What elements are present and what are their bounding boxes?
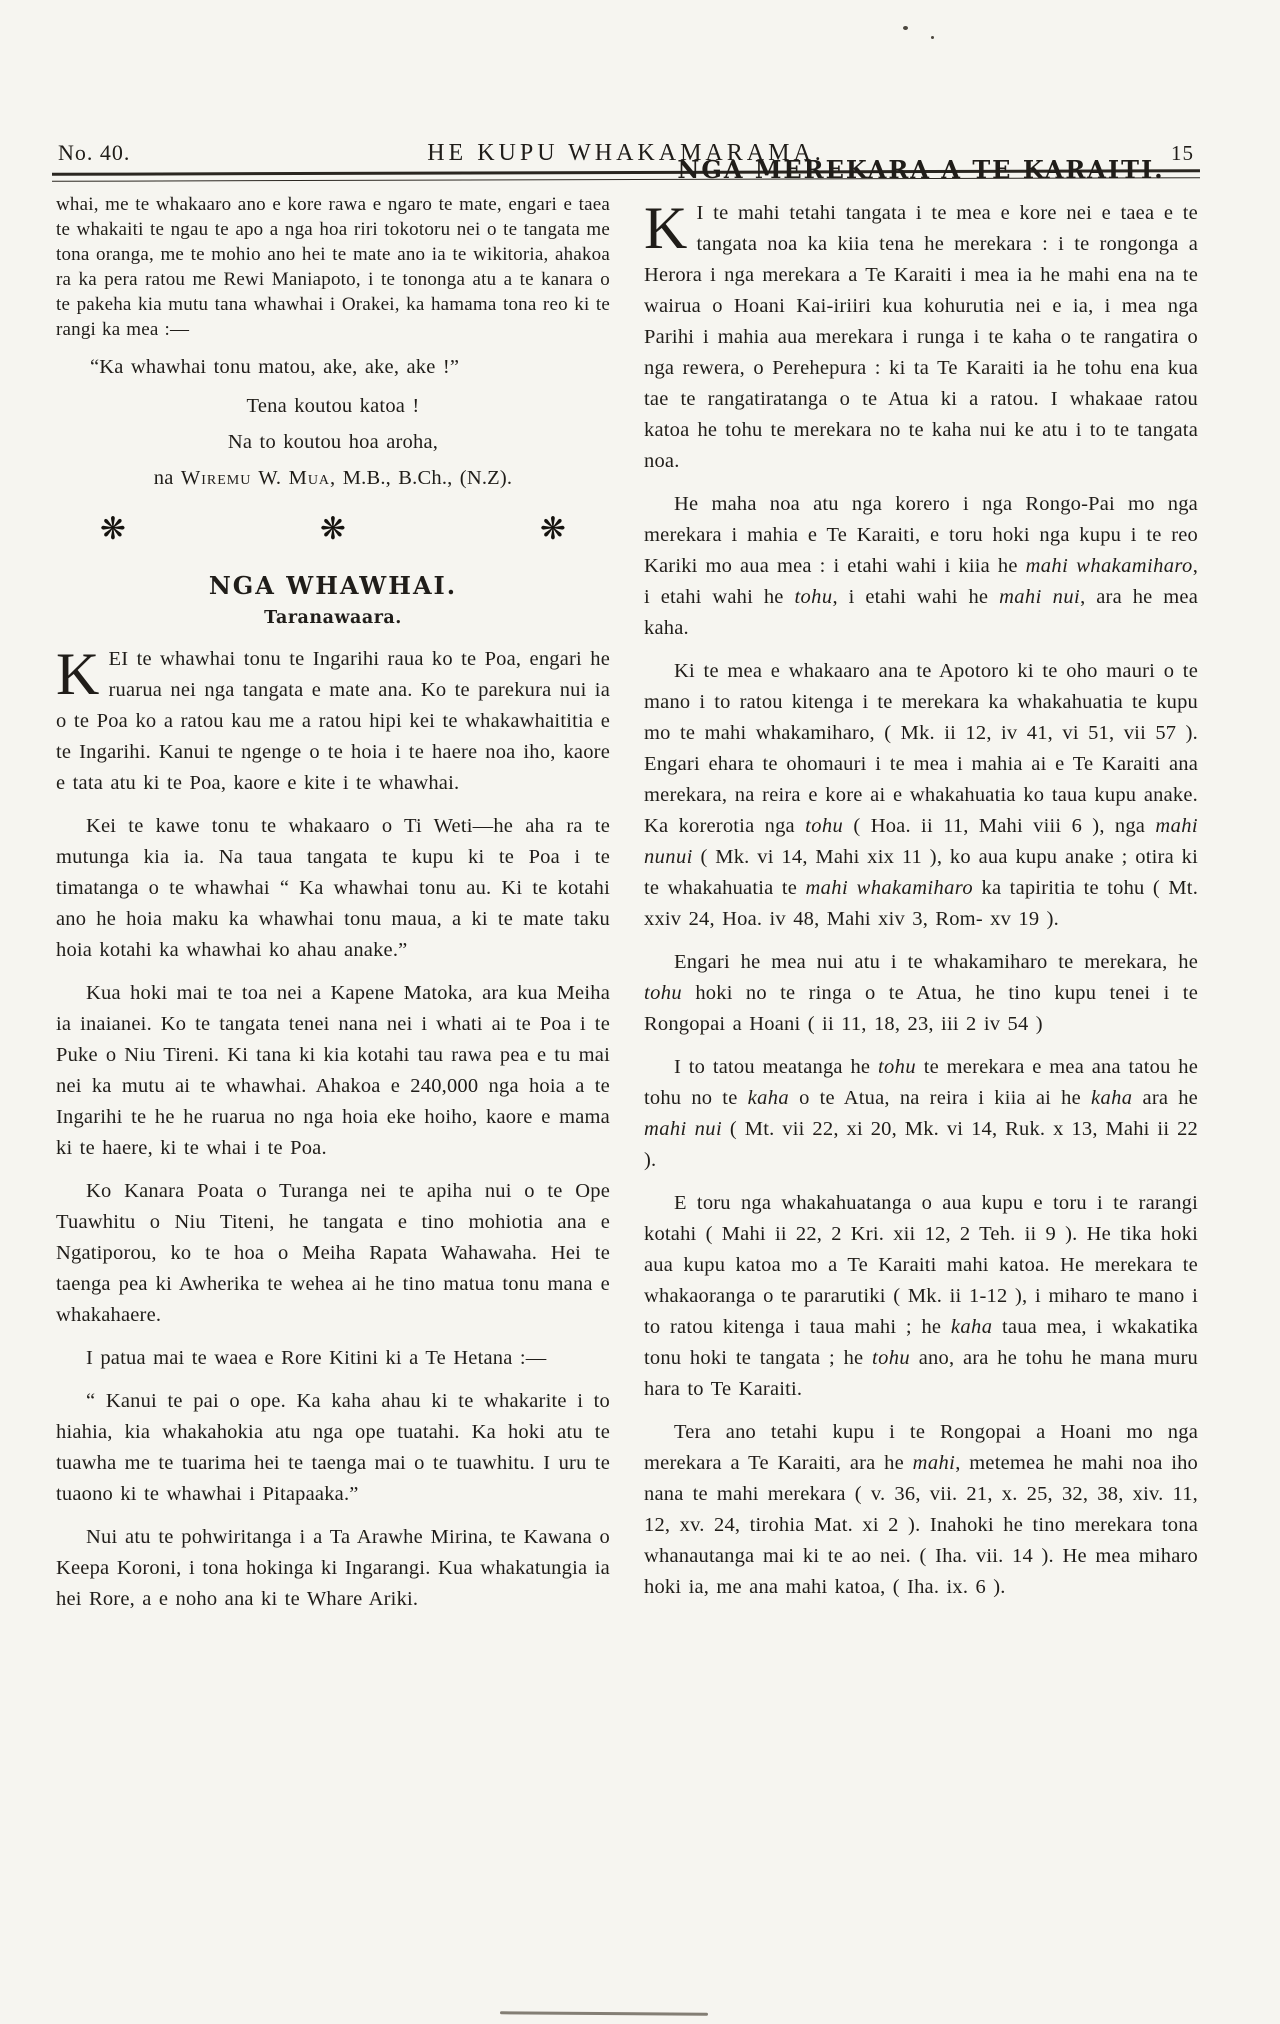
ornament-row [56,493,610,553]
paragraph: Kua hoki mai te toa nei a Kapene Matoka, ara kua Meiha ia inaianei. Ko te tangata tenei nana nei i whati ai te Poa i te Puke o Niu Tireni. Ki tana ki kia kotahi tau rawa pea e tu mai nei ka mutu ai te whawhai. Ahakoa e 240,000 nga hoia a te Ingarihi te he he ruarua no nga hoia eke hoiho, kaore e mama ki te haere, ki te whai i te Poa. [56,982,610,1159]
paragraph: I patua mai te waea e Rore Kitini ki a Te Hetana :— [86,1347,547,1369]
paragraph: I to tatou meatanga he tohu te merekara e mea ana tatou he tohu no te kaha o te Atua, na reira i kiia ai he kaha ara he mahi nui ( Mt. vii 22, xi 20, Mk. vi 14, Ruk. x 13, Mahi ii 22 ). [644,1056,1198,1171]
article-heading-nga-whawhai: NGA WHAWHAI. [208,571,458,600]
page-columns [56,150,1198,1627]
page-number: 15 [1171,141,1194,165]
paragraph [56,641,610,799]
article-subheading-taranawaara: Taranawaara. [264,608,402,628]
letter-continuation-paragraph: whai, me te whakaaro ano e kore rawa e ngaro te mate, engari e taea te whakaiti te ngau te apo a nga hoa riri tokotoru nei o te tangata me tona oranga, me te mohio ano hei te mate ano ia te wikitoria, ahakoa ra ka pera ratou me Rewi Maniapoto, i te tononga atu a te kanara o te pakeha kia mutu tana whawhai i Orakei, ka hamama tona reo ki te rangi ka mea :— [56,194,610,340]
pinwheel-ornament-icon: ❋ [320,511,346,547]
paragraph-text: I te mahi tetahi tangata i te mea e kore nei e taea e te tangata noa ka kiia tena he merekara : i te rongonga a Herora i nga merekara a Te Karaiti i mea ia he mahi ena na te wairua o Hoani Kai-iriiri kua kohurutia nei e ia, i mea nga Parihi i mahia aua merekara i runga i te kaha o te rangatira o nga rewera, o Perehepura : ki ta Te Karaiti ia he tohu ena kua tae te rangatiratanga o te Atua ki a ratou. I whakaae ratou katoa he tohu te merekara no te kaha nui ke atu i to te tangata noa. [644,202,1198,472]
scan-edge-artifact [500,2011,708,2015]
closing-line: Na to koutou hoa aroha, [227,431,439,453]
signature-line: na Wiremu W. Mua, M.B., B.Ch., (N.Z). [153,467,513,489]
paragraph: Engari he mea nui atu i te whakamiharo te merekara, he tohu hoki no te ringa o te Atua, he tino kupu tenei i te Rongopai a Hoani ( ii 11, 18, 23, iii 2 iv 54 ) [644,951,1198,1035]
right-column [644,150,1198,1615]
greeting-line: Tena koutou katoa ! [246,395,420,417]
paragraph: Ki te mea e whakaaro ana te Apotoro ki te oho mauri o te mano i to ratou kitenga i te merekara ka whakahuatia te kupu mo te mahi whakamiharo, ( Mk. ii 12, iv 41, vi 51, vii 57 ). Engari ehara te ohomauri i te mea i mahia ai e Te Karaiti ana merekara, na reira e kore ai e whakahuatia ko taua kupu anake. Ka korerotia nga tohu ( Hoa. ii 11, Mahi viii 6 ), nga mahi nunui ( Mk. vi 14, Mahi xix 11 ), ko aua kupu anake ; otira ki te whakahuatia te mahi whakamiharo ka tapiritia te tohu ( Mt. xxiv 24, Hoa. iv 48, Mahi xiv 3, Rom- xv 19 ). [644,660,1199,930]
scan-speck [931,36,934,39]
article-heading-nga-merekara: NGA MEREKARA A TE KARAITI. [677,155,1165,184]
paragraph: Ko Kanara Poata o Turanga nei te apiha nui o te Ope Tuawhitu o Niu Titeni, he tangata e tino mohiotia ana e Ngatiporou, ko te hoa o Meiha Rapata Wahawaha. Hei te taenga pea ki Awherika te wehea ai he tino matua tonu mana e whakahaere. [56,1180,610,1326]
drop-cap-letter: K [56,641,100,707]
paragraph-text: EI te whawhai tonu te Ingarihi raua ko te Poa, engari he ruarua nei nga tangata e mate ana. Ko te parekura nui ia o te Poa ko a ratou kau me a ratou hipi kei te whakawhaititia e te Ingarihi. Kanui te ngenge o te hoia i te haere noa iho, kaore e tata atu ki te Poa, kaore e kite i te whawhai. [56,648,610,794]
pinwheel-ornament-icon: ❋ [540,511,566,547]
left-column [56,150,610,1627]
paragraph: E toru nga whakahuatanga o aua kupu e toru i te rarangi kotahi ( Mahi ii 22, 2 Kri. xii 12, 2 Teh. ii 9 ). He tika hoki aua kupu katoa mo a Te Karaiti mahi katoa. He merekara te whakaoranga o te pararutiki ( Mk. ii 1-12 ), i miharo te mano i to ratou kitenga i taua mahi ; he kaha taua mea, i wkakatika tonu hoki te tangata ; he tohu ano, ara he tohu he mana muru hara to Te Karaiti. [644,1192,1198,1400]
drop-cap-letter: K [644,195,688,261]
scan-speck [903,26,908,30]
paragraph: Nui atu te pohwiritanga i a Ta Arawhe Mirina, te Kawana o Keepa Koroni, i tona hokinga ki Ingarangi. Kua whakatungia ia hei Rore, a e noho ana ki te Whare Ariki. [56,1526,610,1610]
paragraph: He maha noa atu nga korero i nga Rongo-Pai mo nga merekara i mahia e Te Karaiti, e toru hoki nga kupu i te reo Kariki mo aua mea : i etahi wahi i kiia he mahi whakamiharo, i etahi wahi he tohu, i etahi wahi he mahi nui, ara he mea kaha. [644,493,1199,639]
paragraph: Kei te kawe tonu te whakaaro o Ti Weti—he aha ra te mutunga kia ia. Na taua tangata te kupu ki te Poa i te timatanga o te whawhai “ Ka whawhai tonu au. Ki te kotahi ano he hoia maku ka whawhai tonu maua, a ki te mate taku hoia kotahi ka whawhai ko ahau anake.” [56,815,610,961]
issue-number: No. 40. [58,140,131,165]
pinwheel-ornament-icon: ❋ [100,511,126,547]
masthead-title: HE KUPU WHAKAMARAMA. [427,140,825,166]
paragraph [644,195,1198,477]
paragraph: “ Kanui te pai o ope. Ka kaha ahau ki te whakarite i to hiahia, kia whakahokia atu nga ope tuatahi. Ka hoki atu te tuawha me te tuarima hei te taenga mai o te tuawhitu. I uru te tuaono ki te whawhai i Pitapaaka.” [56,1390,610,1505]
paragraph: Tera ano tetahi kupu i te Rongopai a Hoani mo nga merekara a Te Karaiti, ara he mahi, metemea he mahi noa iho nana te mahi merekara ( v. 36, vii. 21, x. 25, 32, 38, xiv. 11, 12, xv. 24, tirohia Mat. xi 2 ). Inahoki he tino merekara tona whanautanga mai ki te ao nei. ( Iha. vii. 14 ). He mea miharo hoki ia, me ana mahi katoa, ( Iha. ix. 6 ). [644,1421,1199,1598]
war-cry-quote: “Ka whawhai tonu matou, ake, ake, ake !” [90,356,460,378]
